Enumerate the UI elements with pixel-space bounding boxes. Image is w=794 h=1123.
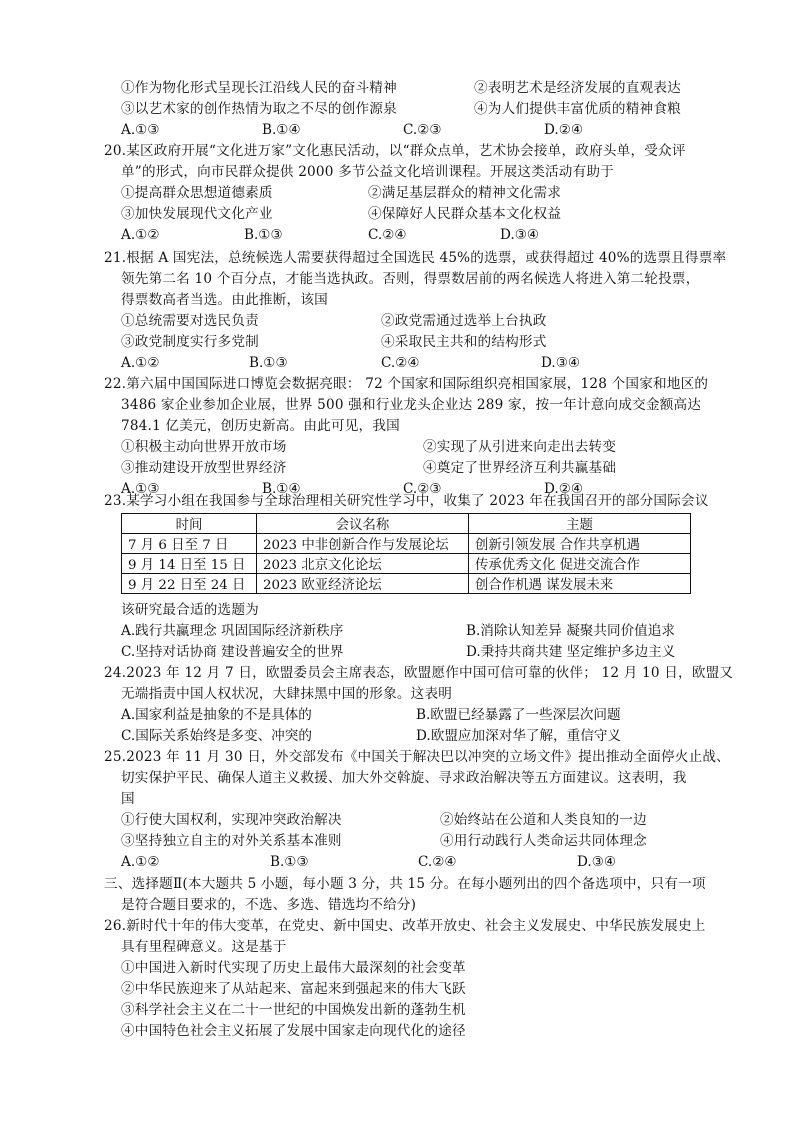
q20-option-d: D.③④ bbox=[500, 227, 540, 243]
q23-option-d: D.秉持共商共建 坚定维护多边主义 bbox=[466, 644, 676, 660]
table-row bbox=[122, 534, 691, 554]
q26-statement-3: ③科学社会主义在二十一世纪的中国焕发出新的蓬勃生机 bbox=[121, 1002, 466, 1018]
q25-option-c: C.②④ bbox=[418, 854, 457, 870]
q19-option-c: C.②③ bbox=[403, 122, 442, 138]
q19-statement-3: ③以艺术家的创作热情为取之不尽的创作源泉 bbox=[121, 101, 397, 117]
q20-statement-1: ①提高群众思想道德素质 bbox=[121, 185, 273, 201]
q21-option-c: C.②④ bbox=[381, 355, 420, 371]
q20-statement-2: ②满足基层群众的精神文化需求 bbox=[368, 185, 562, 201]
q25-stem-line-2: 切实保护平民、确保人道主义救援、加大外交斡旋、寻求政治解决等五方面建议。这表明，我 bbox=[121, 770, 687, 786]
table-cell: 传承优秀文化 促进交流合作 bbox=[469, 554, 691, 574]
q20-option-a: A.①② bbox=[121, 227, 160, 243]
q25-statement-3: ③坚持独立自主的对外关系基本准则 bbox=[121, 833, 342, 849]
q22-stem-line-1: 22.第六届中国国际进口博览会数据亮眼： 72 个国家和国际组织亮相国家展，128 个国家和地区的 bbox=[104, 376, 709, 392]
q25-stem-line-1: 25.2023 年 11 月 30 日，外交部发布《中国关于解决巴以冲突的立场文件》提出推动全面停火止战、 bbox=[104, 749, 730, 765]
q20-option-c: C.②④ bbox=[368, 227, 407, 243]
q20-stem-line-1: 20.某区政府开展“文化进万家”文化惠民活动，以“群众点单，艺术协会接单，政府头单，受众评 bbox=[104, 143, 686, 159]
q21-statement-4: ④采取民主共和的结构形式 bbox=[381, 334, 547, 350]
q26-statement-2: ②中华民族迎来了从站起来、富起来到强起来的伟大飞跃 bbox=[121, 981, 466, 997]
q25-option-b: B.①③ bbox=[270, 854, 309, 870]
q25-option-d: D.③④ bbox=[577, 854, 617, 870]
q19-option-d: D.②④ bbox=[544, 122, 584, 138]
q20-option-b: B.①③ bbox=[244, 227, 283, 243]
table-cell: 创新引领发展 合作共享机遇 bbox=[469, 534, 691, 554]
q19-option-a: A.①③ bbox=[121, 122, 160, 138]
q25-option-a: A.①② bbox=[121, 854, 160, 870]
q26-stem-line-2: 具有里程碑意义。这是基于 bbox=[121, 939, 287, 955]
q21-stem-line-2: 领先第二名 10 个百分点，才能当选执政。否则，得票数居前的两名候选人将进入第二轮投票， bbox=[121, 271, 700, 287]
q23-stem-line-1: 23.某学习小组在我国参与全球治理相关研究性学习中，收集了 2023 年在我国召开的部分国际会议 bbox=[104, 493, 709, 509]
q19-statement-4: ④为人们提供丰富优质的精神食粮 bbox=[474, 101, 681, 117]
q25-statement-1: ①行使大国权利，实现冲突政治解决 bbox=[121, 812, 342, 828]
conference-table bbox=[121, 513, 691, 594]
table-cell: 2023 北京文化论坛 bbox=[257, 554, 469, 574]
q26-statement-4: ④中国特色社会主义拓展了发展中国家走向现代化的途径 bbox=[121, 1023, 466, 1039]
table-row bbox=[122, 574, 691, 594]
q26-stem-line-1: 26.新时代十年的伟大变革，在党史、新中国史、改革开放史、社会主义发展史、中华民族发展史上 bbox=[104, 918, 706, 934]
q21-stem-line-1: 21.根据 A 国宪法，总统候选人需要获得超过全国选民 45%的选票，或获得超过 40%的选票且得票率 bbox=[104, 250, 727, 266]
q23-stem-line-2: 该研究最合适的选题为 bbox=[121, 602, 259, 618]
q20-statement-3: ③加快发展现代文化产业 bbox=[121, 206, 273, 222]
table-row bbox=[122, 554, 691, 574]
q21-stem-line-3: 得票数高者当选。由此推断，该国 bbox=[121, 292, 328, 308]
q24-stem-line-1: 24.2023 年 12 月 7 日，欧盟委员会主席表态，欧盟愿作中国可信可靠的伙伴； 12 月 10 日，欧盟又 bbox=[104, 665, 734, 681]
q22-option-b: B.①④ bbox=[262, 481, 301, 497]
q22-statement-2: ②实现了从引进来向走出去转变 bbox=[423, 439, 617, 455]
q24-option-c: C.国际关系始终是多变、冲突的 bbox=[121, 728, 312, 744]
table-cell: 2023 中非创新合作与发展论坛 bbox=[257, 534, 469, 554]
q21-statement-2: ②政党需通过选举上台执政 bbox=[381, 313, 547, 329]
q24-option-b: B.欧盟已经暴露了一些深层次问题 bbox=[416, 707, 621, 723]
q22-option-d: D.②④ bbox=[544, 481, 584, 497]
q22-option-a: A.①③ bbox=[121, 481, 160, 497]
q23-option-c: C.坚持对话协商 建设普遍安全的世界 bbox=[121, 644, 344, 660]
q22-stem-line-3: 784.1 亿美元，创历史新高。由此可见，我国 bbox=[121, 418, 400, 434]
table-cell: 7 月 6 日至 7 日 bbox=[122, 534, 257, 554]
column-header-name: 会议名称 bbox=[257, 514, 469, 534]
q21-option-d: D.③④ bbox=[541, 355, 581, 371]
table-header-row bbox=[122, 514, 691, 534]
section-3-heading-line-1: 三、选择题Ⅱ(本大题共 5 小题，每小题 3 分，共 15 分。在每小题列出的四个备选项中，只有一项 bbox=[104, 876, 706, 892]
q21-statement-3: ③政党制度实行多党制 bbox=[121, 334, 259, 350]
q25-statement-2: ②始终站在公道和人类良知的一边 bbox=[440, 812, 647, 828]
q20-statement-4: ④保障好人民群众基本文化权益 bbox=[368, 206, 562, 222]
column-header-theme: 主题 bbox=[469, 514, 691, 534]
q24-stem-line-2: 无端指责中国人权状况，大肆抹黑中国的形象。这表明 bbox=[121, 686, 453, 702]
q22-stem-line-2: 3486 家企业参加企业展，世界 500 强和行业龙头企业达 289 家，按一年计意向成交金额高达 bbox=[121, 397, 702, 413]
section-3-heading-line-2: 是符合题目要求的，不选、多选、错选均不给分) bbox=[121, 897, 417, 913]
column-header-time: 时间 bbox=[122, 514, 257, 534]
q19-statement-1: ①作为物化形式呈现长江沿线人民的奋斗精神 bbox=[121, 80, 397, 96]
q24-option-d: D.欧盟应加深对华了解，重信守义 bbox=[416, 728, 622, 744]
q25-statement-4: ④用行动践行人类命运共同体理念 bbox=[440, 833, 647, 849]
table-cell: 9 月 14 日至 15 日 bbox=[122, 554, 257, 574]
q23-option-a: A.践行共赢理念 巩固国际经济新秩序 bbox=[121, 623, 344, 639]
q22-statement-4: ④奠定了世界经济互利共赢基础 bbox=[423, 460, 617, 476]
q20-stem-line-2: 单”的形式，向市民群众提供 2000 多节公益文化培训课程。开展这类活动有助于 bbox=[121, 164, 614, 180]
q19-statement-2: ②表明艺术是经济发展的直观表达 bbox=[474, 80, 681, 96]
q23-option-b: B.消除认知差异 凝聚共同价值追求 bbox=[466, 623, 675, 639]
q22-statement-1: ①积极主动向世界开放市场 bbox=[121, 439, 287, 455]
table-cell: 2023 欧亚经济论坛 bbox=[257, 574, 469, 594]
q26-statement-1: ①中国进入新时代实现了历史上最伟大最深刻的社会变革 bbox=[121, 960, 466, 976]
q19-option-b: B.①④ bbox=[262, 122, 301, 138]
q24-option-a: A.国家利益是抽象的不是具体的 bbox=[121, 707, 312, 723]
q21-option-b: B.①③ bbox=[249, 355, 288, 371]
table-cell: 9 月 22 日至 24 日 bbox=[122, 574, 257, 594]
q21-option-a: A.①② bbox=[121, 355, 160, 371]
q21-statement-1: ①总统需要对选民负责 bbox=[121, 313, 259, 329]
table-cell: 创合作机遇 谋发展未来 bbox=[469, 574, 691, 594]
q22-option-c: C.②③ bbox=[403, 481, 442, 497]
q22-statement-3: ③推动建设开放型世界经济 bbox=[121, 460, 287, 476]
q25-stem-line-3: 国 bbox=[121, 791, 135, 807]
